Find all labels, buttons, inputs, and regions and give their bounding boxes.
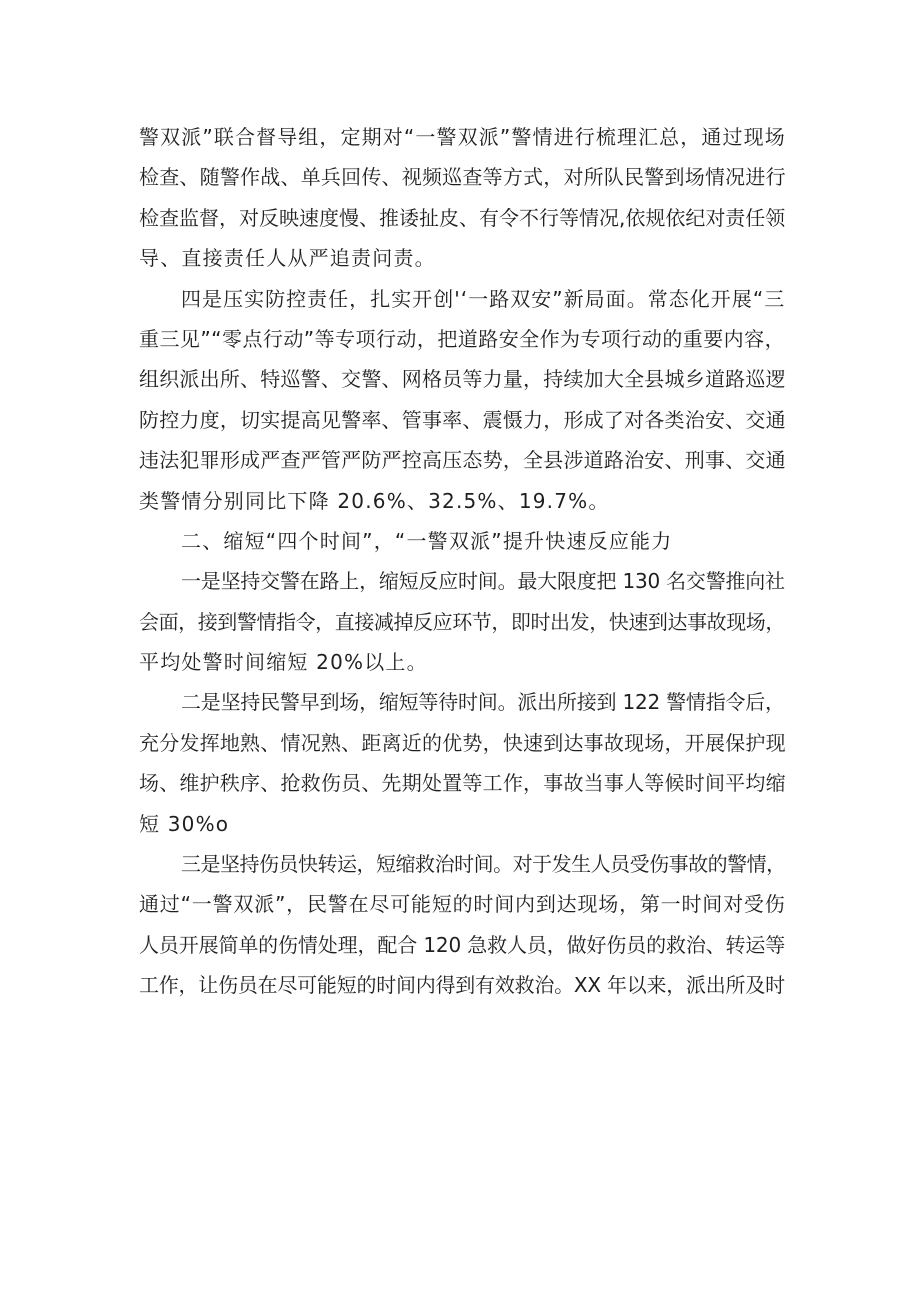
- text-line: 重三见”“零点行动”等专项行动，把道路安全作为专项行动的重要内容，: [139, 326, 786, 351]
- section-heading: [139, 521, 787, 561]
- paragraph-police-arrival: [139, 682, 787, 844]
- text-line: 导、直接责任人从严追责问责。: [139, 246, 436, 271]
- text-line: 充分发挥地熟、情况熟、距离近的优势，快速到达事故现场，开展保护现: [139, 730, 786, 755]
- heading-line: 二、缩短“四个时间”，“一警双派”提升快速反应能力: [181, 528, 673, 553]
- paragraph-injured-transfer: [139, 844, 787, 1006]
- text-line: 二是坚持民警早到场，缩短等待时间。派出所接到 122 警情指令后，: [181, 690, 785, 715]
- text-line: 工作，让伤员在尽可能短的时间内得到有效救治。XX 年以来，派出所及时: [139, 973, 785, 998]
- text-line: 违法犯罪形成严查严管严防严控高压态势，全县涉道路治安、刑事、交通: [139, 448, 786, 473]
- text-line: 短 30%o: [139, 811, 230, 836]
- text-line: 会面，接到警情指令，直接减掉反应环节，即时出发，快速到达事故现场，: [139, 609, 785, 634]
- text-line: 人员开展简单的伤情处理，配合 120 急救人员，做好伤员的救治、转运等: [139, 932, 786, 957]
- document-body: [139, 117, 787, 1006]
- text-line: 平均处警时间缩短 20%以上。: [139, 650, 428, 675]
- text-line: 组织派出所、特巡警、交警、网格员等力量，持续加大全县城乡道路巡逻: [139, 367, 786, 392]
- text-line: 警双派”联合督导组，定期对“一警双派”警情进行梳理汇总，通过现场: [139, 125, 786, 149]
- text-line: 三是坚持伤员快转运，短缩救治时间。对于发生人员受伤事故的警情，: [181, 852, 786, 877]
- paragraph-prevention-control: [139, 279, 787, 521]
- text-line: 四是压实防控责任，扎实开创'‘一路双安”新局面。常态化开展“三: [181, 286, 786, 311]
- text-line: 场、维护秩序、抢救伤员、先期处置等工作，事故当事人等候时间平均缩: [139, 771, 786, 796]
- text-line: 类警情分别同比下降 20.6%、32.5%、19.7%。: [139, 488, 610, 513]
- text-line: 通过“一警双派”，民警在尽可能短的时间内到达现场，第一时间对受伤: [139, 892, 786, 917]
- text-line: 检查监督，对反映速度慢、推诿扯皮、有令不行等情况,依规依纪对责任领: [139, 205, 786, 230]
- text-line: 一是坚持交警在路上，缩短反应时间。最大限度把 130 名交警推向社: [181, 569, 785, 594]
- paragraph-supervision-accountability: [139, 117, 787, 279]
- text-line: 防控力度，切实提高见警率、管事率、震慑力，形成了对各类治安、交通: [139, 407, 786, 432]
- paragraph-traffic-police-response: [139, 561, 787, 682]
- text-line: 检查、随警作战、单兵回传、视频巡查等方式，对所队民警到场情况进行: [139, 165, 786, 190]
